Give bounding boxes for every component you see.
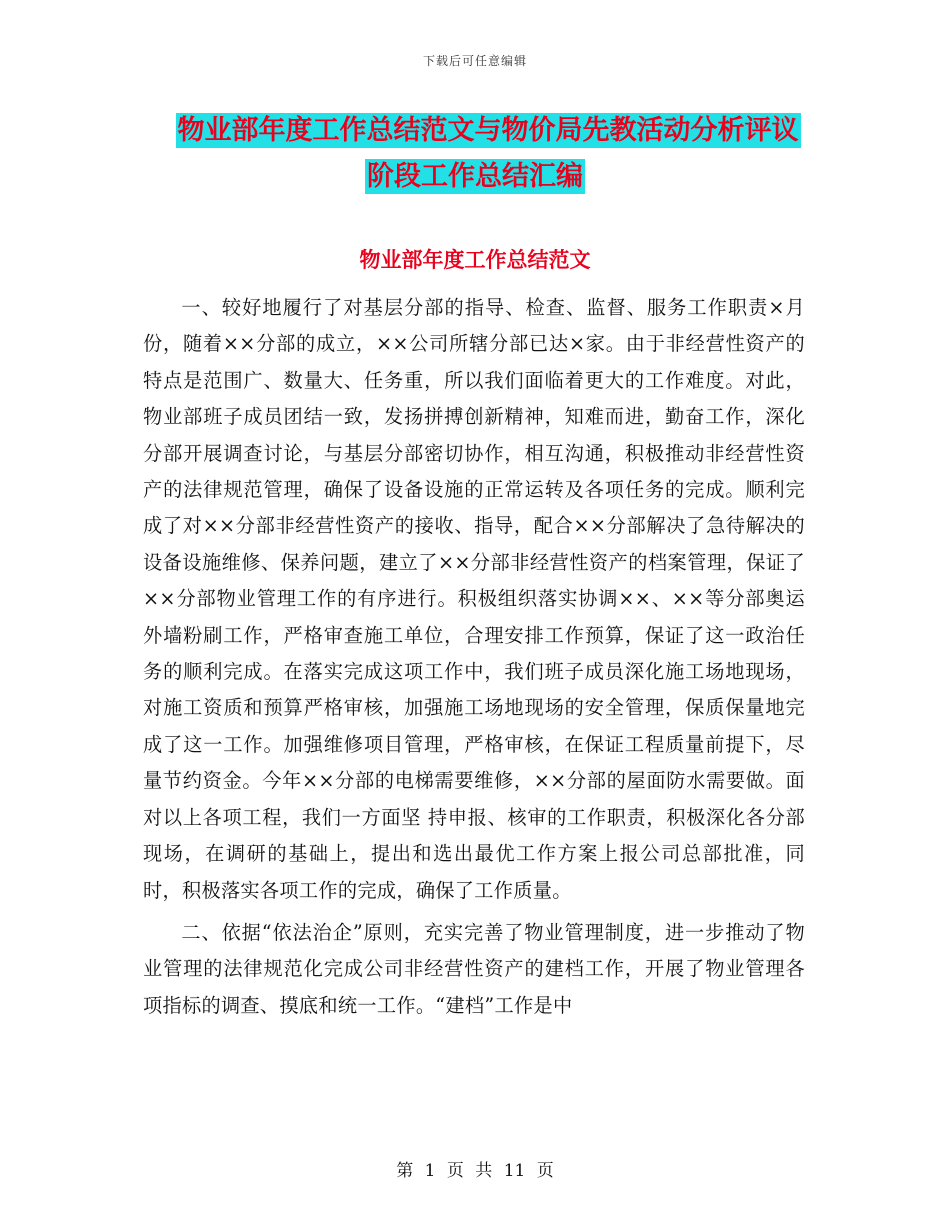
document-title: [0, 108, 950, 200]
header-note: 下载后可任意编辑: [422, 54, 527, 68]
body-text: [143, 290, 805, 1030]
page-number: 第 1 页 共 11 页: [396, 1161, 554, 1181]
title-line-2: 阶段工作总结汇编: [367, 161, 583, 192]
paragraph-2: 二、依据“依法治企”原则，充实完善了物业管理制度，进一步推动了物业管理的法律规范化完成公司非经营性资产的建档工作，开展了物业管理各项指标的调查、摸底和统一工作。“建档”工作是中: [143, 920, 805, 1017]
title-line-1: 物业部年度工作总结范文与物价局先教活动分析评议: [177, 115, 799, 146]
section-title: 物业部年度工作总结范文: [359, 248, 591, 272]
paragraph-1: 一、较好地履行了对基层分部的指导、检查、监督、服务工作职责×月份，随着××分部的成立，××公司所辖分部已达×家。由于非经营性资产的特点是范围广、数量大、任务重，所以我们面临着更大的工作难度。对此，物业部班子成员团结一致，发扬拼搏创新精神，知难而进，勤奋工作，深化分部开展调查讨论，与基层分部密切协作，相互沟通，积极推动非经营性资产的法律规范管理，确保了设备设施的正常运转及各项任务的完成。顺利完成了对××分部非经营性资产的接收、指导，配合××分部解决了急待解决的设备设施维修、保养问题，建立了××分部非经营性资产的档案管理，保证了××分部物业管理工作的有序进行。积极组织落实协调××、××等分部奥运外墙粉刷工作，严格审查施工单位，合理安排工作预算，保证了这一政治任务的顺利完成。在落实完成这项工作中，我们班子成员深化施工场地现场，对施工资质和预算严格审核，加强施工场地现场的安全管理，保质保量地完成了这一工作。加强维修项目管理，严格审核，在保证工程质量前提下，尽量节约资金。今年××分部的电梯需要维修，××分部的屋面防水需要做。面对以上各项工程，我们一方面坚 持申报、核审的工作职责，积极深化各分部现场，在调研的基础上，提出和选出最优工作方案上报公司总部批准，同时，积极落实各项工作的完成，确保了工作质量。: [143, 296, 805, 902]
